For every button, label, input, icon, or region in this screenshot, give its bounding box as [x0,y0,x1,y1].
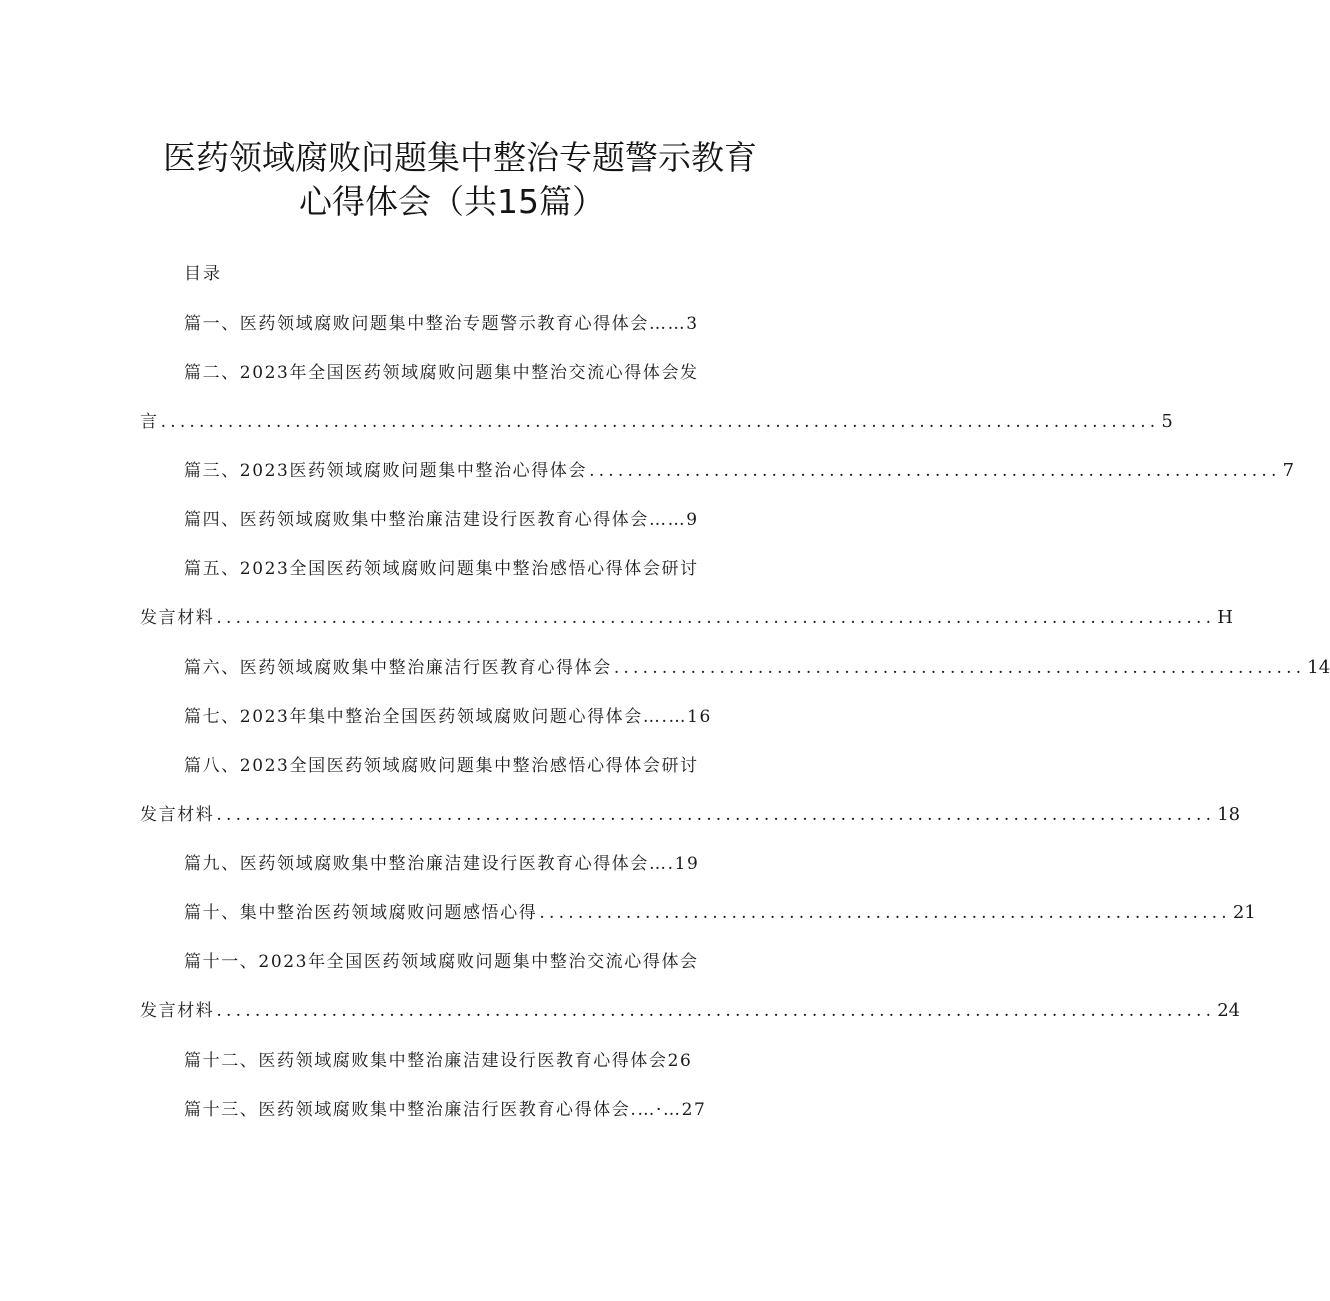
toc-entry-text: 篇六、医药领域腐败集中整治廉洁行医教育心得体会 [184,658,612,678]
toc-entry-3[interactable] [184,457,1295,485]
toc-entry-2[interactable]: 篇二、2023年全国医药领域腐败问题集中整治交流心得体会发 [184,363,699,383]
toc-page-number: 14 [1307,657,1330,678]
toc-entry-6[interactable] [184,654,1330,682]
toc-entry-5-continuation[interactable] [140,604,1233,632]
toc-entry-text: 言 [140,412,159,432]
document-title-line-2: 心得体会（共15篇） [299,182,605,221]
toc-page-number: 18 [1217,804,1241,825]
toc-entry-1[interactable]: 篇一、医药领域腐败问题集中整治专题警示教育心得体会……3 [184,314,699,334]
toc-entry-8-continuation[interactable] [140,801,1241,829]
toc-page-number: 24 [1217,1000,1241,1021]
toc-page-number: 7 [1282,460,1295,481]
toc-entry-13[interactable]: 篇十三、医药领域腐败集中整治廉洁行医教育心得体会.…·…27 [184,1100,707,1120]
toc-entry-text: 篇三、2023医药领域腐败问题集中整治心得体会 [184,461,588,481]
toc-entry-9[interactable]: 篇九、医药领域腐败集中整治廉洁建设行医教育心得体会….19 [184,854,700,874]
toc-page-number: 21 [1232,902,1256,923]
toc-heading: 目录 [184,264,222,284]
toc-leader-dots: ........................................................................ [589,461,1281,481]
toc-entry-8[interactable]: 篇八、2023全国医药领域腐败问题集中整治感悟心得体会研讨 [184,756,699,776]
toc-leader-dots: ........................................................................................................ [216,805,1216,825]
toc-leader-dots: ........................................................................................................ [216,1001,1216,1021]
toc-entry-text: 发言材料 [140,608,215,628]
toc-entry-7[interactable]: 篇七、2023年集中整治全国医药领域腐败问题心得体会….…16 [184,707,712,727]
toc-entry-5[interactable]: 篇五、2023全国医药领域腐败问题集中整治感悟心得体会研讨 [184,559,699,579]
toc-leader-dots: ........................................................................................................ [216,608,1216,628]
toc-entry-11[interactable]: 篇十一、2023年全国医药领域腐败问题集中整治交流心得体会 [184,952,699,972]
toc-leader-dots: ........................................................................................................ [160,412,1160,432]
document-title-line-1: 医药领域腐败问题集中整治专题警示教育 [163,138,757,177]
toc-entry-text: 发言材料 [140,1001,215,1021]
toc-entry-11-continuation[interactable] [140,997,1241,1025]
toc-entry-2-continuation[interactable] [140,408,1173,436]
toc-entry-text: 篇十、集中整治医药领域腐败问题感悟心得 [184,903,538,923]
toc-entry-4[interactable]: 篇四、医药领域腐败集中整治廉洁建设行医教育心得体会……9 [184,510,699,530]
toc-entry-12[interactable]: 篇十二、医药领域腐败集中整治廉洁建设行医教育心得体会26 [184,1051,693,1071]
toc-page-number: H [1217,607,1233,628]
toc-entry-10[interactable] [184,899,1256,927]
toc-leader-dots: ........................................................................ [539,903,1231,923]
toc-page-number: 5 [1161,411,1173,432]
toc-leader-dots: ........................................................................ [613,658,1306,678]
toc-entry-text: 发言材料 [140,805,215,825]
